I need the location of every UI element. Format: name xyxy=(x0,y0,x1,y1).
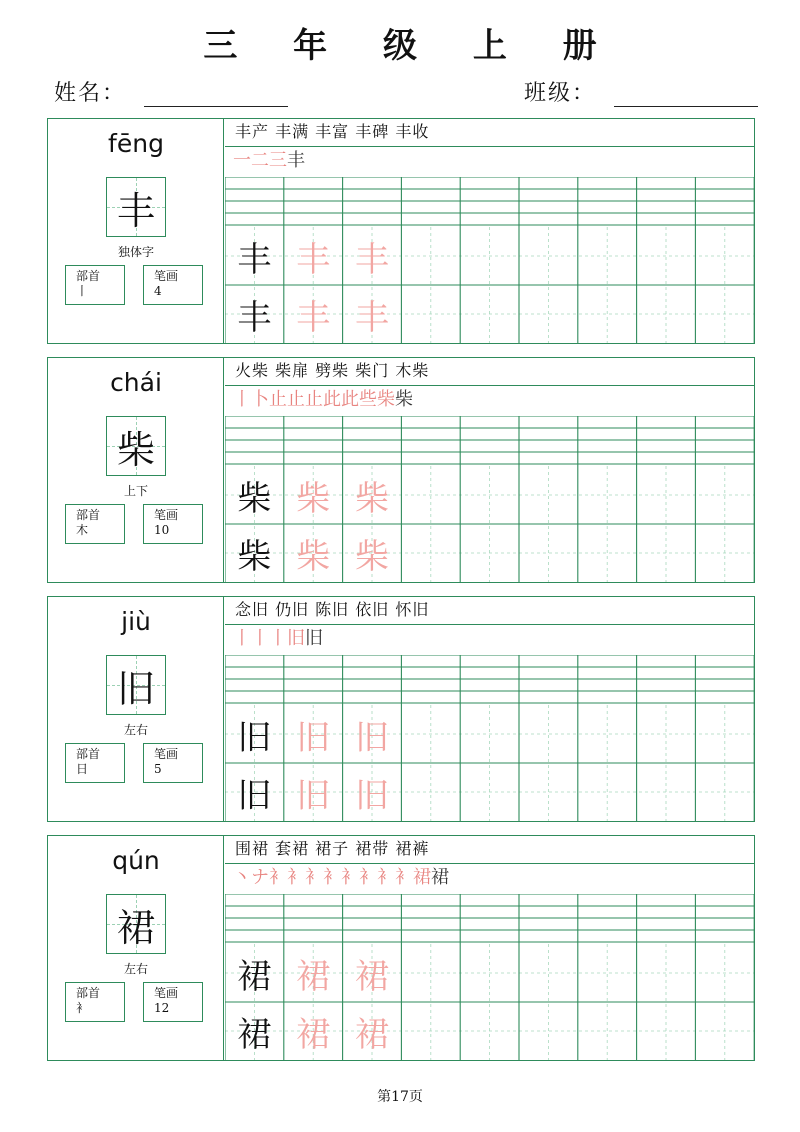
stroke-step: 丶 xyxy=(233,867,251,888)
character-structure: 独体字 xyxy=(117,245,154,259)
trace-character: 旧 xyxy=(355,775,389,816)
stroke-step: 衤 xyxy=(377,867,395,888)
radical-box xyxy=(65,504,125,544)
stroke-step: 裙 xyxy=(413,867,431,888)
stroke-count-box xyxy=(143,982,203,1022)
page-number xyxy=(0,1086,800,1106)
character-structure: 左右 xyxy=(123,962,148,976)
page-number-value: 17 xyxy=(391,1089,409,1105)
character-card xyxy=(47,596,755,822)
model-character: 柴 xyxy=(237,536,272,577)
radical-value: 衤 xyxy=(76,1001,89,1015)
model-character: 裙 xyxy=(237,956,272,997)
practice-area xyxy=(225,597,754,821)
vocabulary-words: 念旧 仍旧 陈旧 依旧 怀旧 xyxy=(225,597,754,625)
trace-character: 柴 xyxy=(296,478,331,519)
trace-character: 裙 xyxy=(355,1014,389,1055)
stroke-step: 衤 xyxy=(359,867,377,888)
name-label: 姓名： xyxy=(54,81,127,106)
pinyin: qún xyxy=(112,846,160,875)
model-character: 旧 xyxy=(237,717,272,758)
character-structure: 上下 xyxy=(123,484,148,498)
stroke-order xyxy=(225,625,754,655)
trace-character: 丰 xyxy=(355,297,389,338)
stroke-step: 卜 xyxy=(251,389,269,410)
character-info-panel xyxy=(48,836,224,1060)
trace-character: 柴 xyxy=(355,536,389,577)
trace-character: 裙 xyxy=(296,1014,331,1055)
writing-grid[interactable] xyxy=(225,655,754,821)
trace-character: 裙 xyxy=(355,956,389,997)
main-character: 柴 xyxy=(116,427,155,472)
trace-character: 柴 xyxy=(355,478,389,519)
radical-value: 木 xyxy=(76,523,89,537)
radical-label: 部首 xyxy=(76,986,101,1000)
model-character: 裙 xyxy=(237,1014,272,1055)
character-box xyxy=(106,177,166,237)
stroke-step: 二 xyxy=(251,150,269,171)
pinyin: chái xyxy=(110,368,162,397)
stroke-step: 衤 xyxy=(323,867,341,888)
stroke-step: 丨 xyxy=(251,628,269,649)
radical-box xyxy=(65,743,125,783)
radical-value: 丨 xyxy=(76,284,89,298)
stroke-step: 裙 xyxy=(431,867,449,888)
stroke-step: 旧 xyxy=(287,628,305,649)
trace-character: 丰 xyxy=(296,239,331,280)
stroke-step: 止 xyxy=(305,389,323,410)
trace-character: 旧 xyxy=(296,775,331,816)
trace-character: 柴 xyxy=(296,536,331,577)
character-structure: 左右 xyxy=(123,723,148,737)
stroke-count-box xyxy=(143,504,203,544)
stroke-step: 衤 xyxy=(395,867,413,888)
pinyin: jiù xyxy=(121,607,151,636)
stroke-step: 衤 xyxy=(341,867,359,888)
character-card xyxy=(47,118,755,344)
stroke-count-label: 笔画 xyxy=(154,508,179,522)
student-info-row xyxy=(0,76,800,106)
trace-character: 丰 xyxy=(296,297,331,338)
stroke-step: 柴 xyxy=(395,389,413,410)
practice-area xyxy=(225,358,754,582)
model-character: 旧 xyxy=(237,775,272,816)
main-character: 丰 xyxy=(116,188,155,233)
stroke-order xyxy=(225,386,754,416)
page-prefix: 第 xyxy=(377,1089,392,1105)
character-card xyxy=(47,357,755,583)
stroke-step: 衤 xyxy=(305,867,323,888)
stroke-step: 一 xyxy=(233,150,251,171)
model-character: 丰 xyxy=(237,239,272,280)
vocabulary-words: 火柴 柴扉 劈柴 柴门 木柴 xyxy=(225,358,754,386)
stroke-count-box xyxy=(143,743,203,783)
pinyin: fēng xyxy=(108,129,164,158)
stroke-step: 止 xyxy=(269,389,287,410)
vocabulary-words: 围裙 套裙 裙子 裙带 裙裤 xyxy=(225,836,754,864)
stroke-step: 此 xyxy=(341,389,359,410)
main-character: 旧 xyxy=(116,666,155,711)
stroke-step: 三 xyxy=(269,150,287,171)
character-box xyxy=(106,894,166,954)
radical-box xyxy=(65,265,125,305)
stroke-step: 丰 xyxy=(287,150,305,171)
radical-label: 部首 xyxy=(76,269,101,283)
name-field[interactable] xyxy=(54,76,288,107)
stroke-step: 些 xyxy=(359,389,377,410)
class-blank-line[interactable] xyxy=(614,81,758,107)
radical-box xyxy=(65,982,125,1022)
writing-grid[interactable] xyxy=(225,894,754,1060)
stroke-step: 此 xyxy=(323,389,341,410)
stroke-step: 丨 xyxy=(269,628,287,649)
trace-character: 旧 xyxy=(296,717,331,758)
stroke-step: 旧 xyxy=(305,628,323,649)
trace-character: 丰 xyxy=(355,239,389,280)
stroke-count-value: 4 xyxy=(154,284,162,298)
stroke-count-label: 笔画 xyxy=(154,986,179,1000)
stroke-step: 丨 xyxy=(233,628,251,649)
stroke-step: ナ xyxy=(251,867,269,888)
name-blank-line[interactable] xyxy=(144,81,288,107)
stroke-step: 衤 xyxy=(287,867,305,888)
practice-area xyxy=(225,119,754,343)
class-field[interactable] xyxy=(524,76,758,107)
radical-label: 部首 xyxy=(76,508,101,522)
class-label: 班级： xyxy=(524,81,597,106)
stroke-count-label: 笔画 xyxy=(154,747,179,761)
main-character: 裙 xyxy=(116,905,155,950)
stroke-step: 止 xyxy=(287,389,305,410)
page-suffix: 页 xyxy=(408,1089,423,1105)
practice-area xyxy=(225,836,754,1060)
writing-grid[interactable] xyxy=(225,177,754,343)
character-box xyxy=(106,655,166,715)
vocabulary-words: 丰产 丰满 丰富 丰碑 丰收 xyxy=(225,119,754,147)
stroke-count-value: 10 xyxy=(154,523,170,537)
model-character: 柴 xyxy=(237,478,272,519)
trace-character: 裙 xyxy=(296,956,331,997)
stroke-order xyxy=(225,147,754,177)
trace-character: 旧 xyxy=(355,717,389,758)
writing-grid[interactable] xyxy=(225,416,754,582)
character-card xyxy=(47,835,755,1061)
stroke-order xyxy=(225,864,754,894)
character-info-panel xyxy=(48,597,224,821)
stroke-count-box xyxy=(143,265,203,305)
radical-value: 日 xyxy=(76,762,89,776)
stroke-count-value: 12 xyxy=(154,1001,170,1015)
character-info-panel xyxy=(48,358,224,582)
stroke-count-label: 笔画 xyxy=(154,269,179,283)
stroke-step: 衤 xyxy=(269,867,287,888)
character-box xyxy=(106,416,166,476)
model-character: 丰 xyxy=(237,297,272,338)
character-info-panel xyxy=(48,119,224,343)
stroke-step: 柴 xyxy=(377,389,395,410)
radical-label: 部首 xyxy=(76,747,101,761)
page-title: 三 年 级 上 册 xyxy=(203,26,619,66)
stroke-count-value: 5 xyxy=(154,762,162,776)
stroke-step: 丨 xyxy=(233,389,251,410)
